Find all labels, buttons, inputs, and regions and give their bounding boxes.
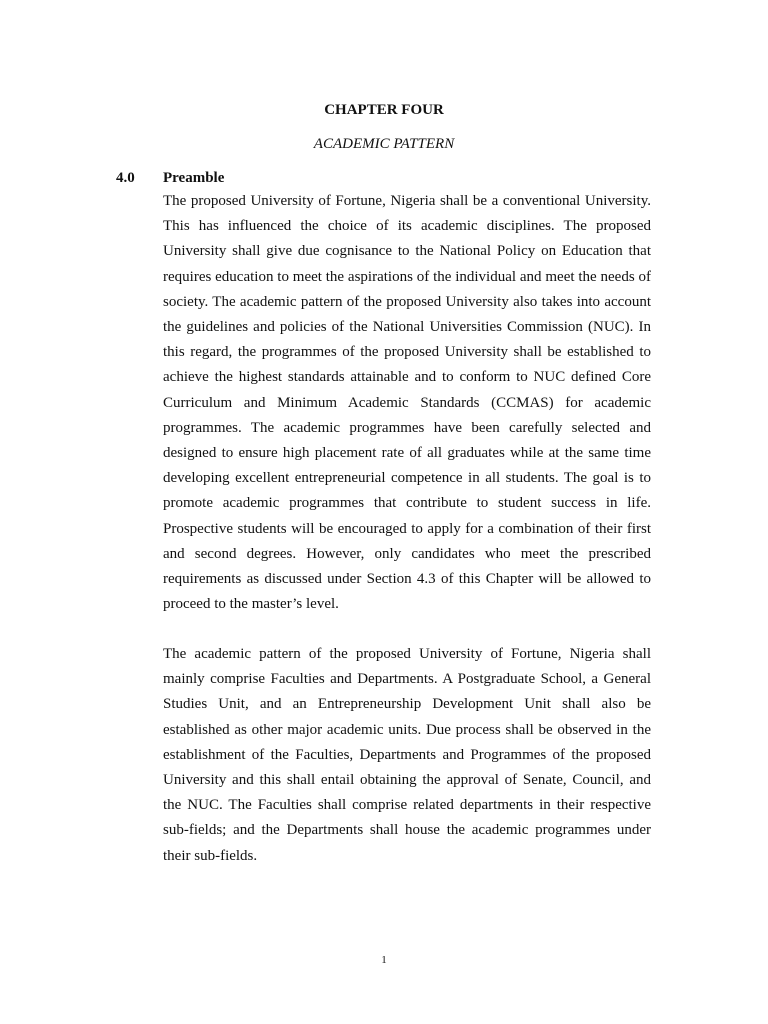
chapter-subtitle: ACADEMIC PATTERN <box>313 136 455 152</box>
paragraph-1: The proposed University of Fortune, Nigeria shall be a conventional University. This has influenced the choice of its academic disciplines. The proposed University shall give due cognisance to the National Policy on Education that requires education to meet the aspirations of the individual and meet the needs of society. The academic pattern of the proposed University also takes into account the guidelines and policies of the National Universities Commission (NUC). In this regard, the programmes of the proposed University shall be established to achieve the highest standards attainable and to conform to NUC defined Core Curriculum and Minimum Academic Standards (CCMAS) for academic programmes. The academic programmes have been carefully selected and designed to ensure high placement rate of all graduates while at the same time developing excellent entrepreneurial competence in all students. The goal is to promote academic programmes that contribute to student success in life. Prospective students will be encouraged to apply for a combination of their first and second degrees. However, only candidates who meet the prescribed requirements as discussed under Section 4.3 of this Chapter will be allowed to proceed to the master’s level. <box>163 193 651 613</box>
chapter-title: CHAPTER FOUR <box>324 102 444 118</box>
section-number: 4.0 <box>116 170 135 186</box>
section-heading: Preamble <box>163 170 225 186</box>
paragraph-2: The academic pattern of the proposed University of Fortune, Nigeria shall mainly comprise Faculties and Departments. A Postgraduate School, a General Studies Unit, and an Entrepreneurship Development Unit shall also be established as other major academic units. Due process shall be observed in the establishment of the Faculties, Departments and Programmes of the proposed University and this shall entail obtaining the approval of Senate, Council, and the NUC. The Faculties shall comprise related departments in their respective sub-fields; and the Departments shall house the academic programmes under their sub-fields. <box>163 646 651 864</box>
page-number: 1 <box>381 954 387 966</box>
